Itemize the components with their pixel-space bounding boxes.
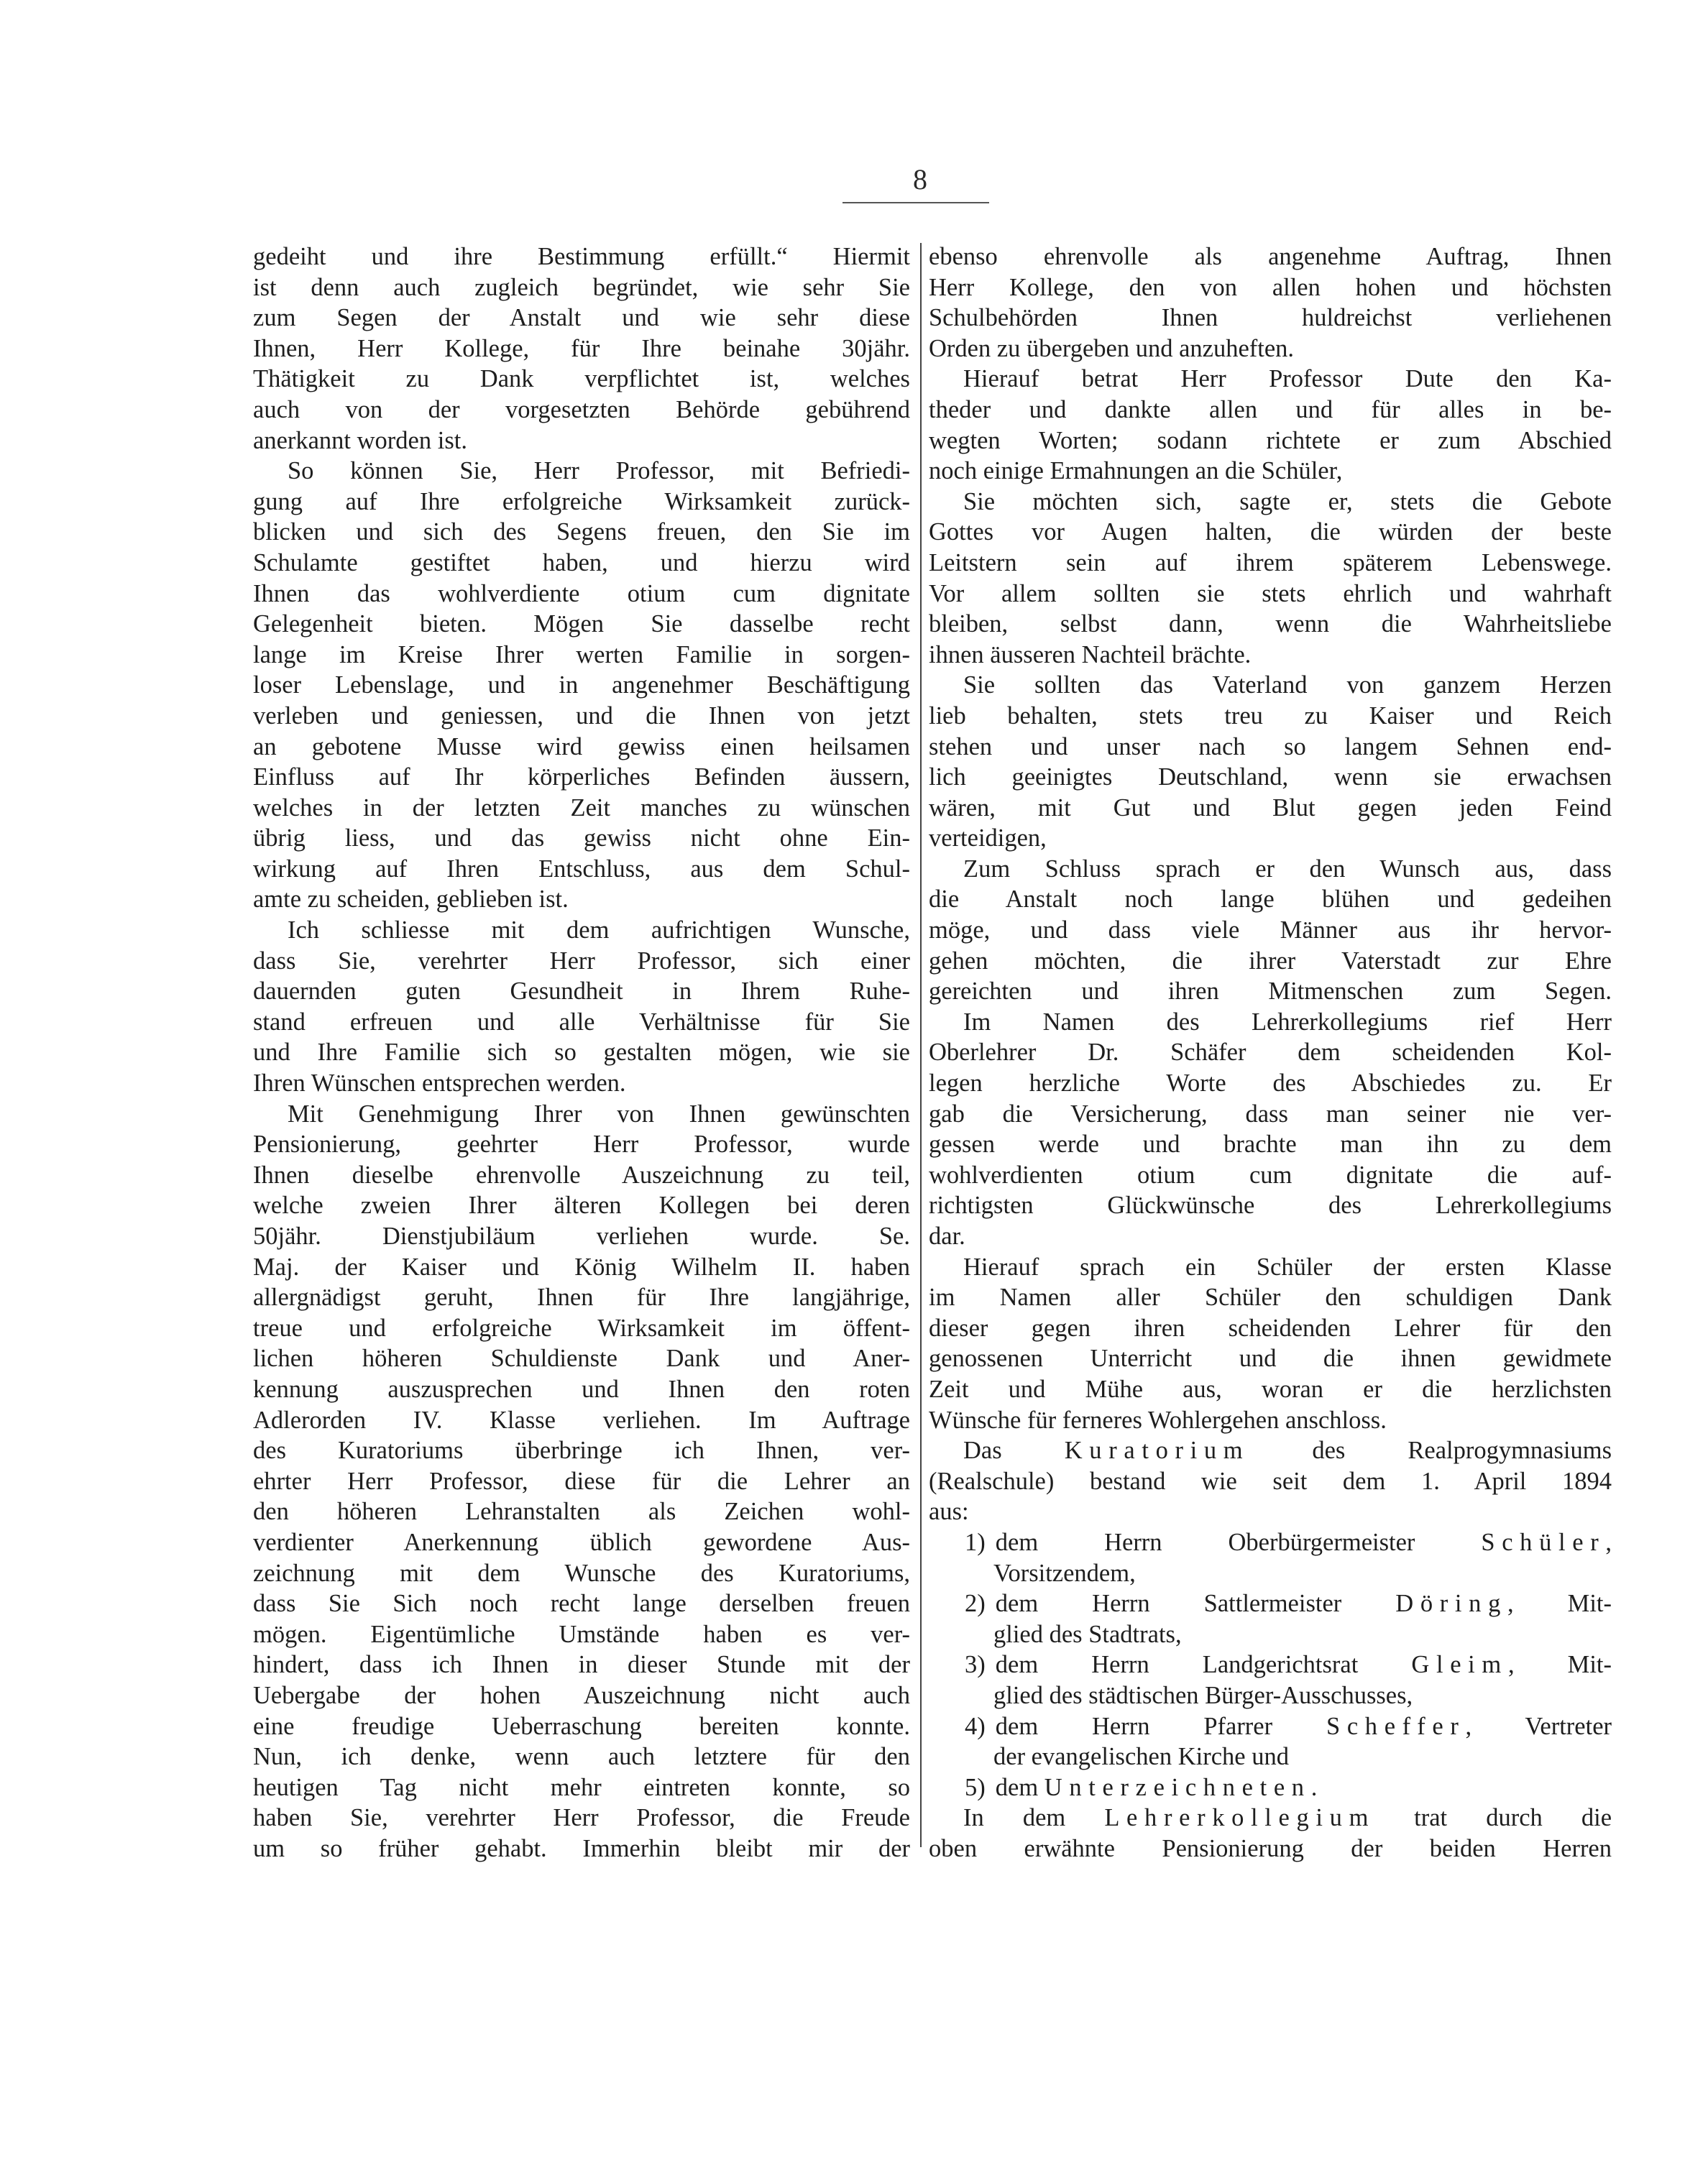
text-line: haben Sie, verehrter Herr Professor, die Freude xyxy=(253,1804,910,1832)
kuratorium-member-list xyxy=(929,1527,1612,1803)
text-line: Leitstern sein auf ihrem späterem Lebenswege. xyxy=(929,548,1612,576)
text-line: lange im Kreise Ihrer werten Familie in sorgen- xyxy=(253,640,910,668)
member-item xyxy=(929,1650,1612,1680)
text-line: Oberlehrer Dr. Schäfer dem scheidenden Kol- xyxy=(929,1039,1612,1067)
text-line: Herr Kollege, den von allen hohen und höchsten xyxy=(929,273,1612,301)
text-line: Thätigkeit zu Dank verpflichtet ist, welches xyxy=(253,365,910,393)
text-line: des Kuratoriums überbringe ich Ihnen, ver- xyxy=(253,1437,910,1465)
text-line: Maj. der Kaiser und König Wilhelm II. haben xyxy=(253,1253,910,1281)
member-item-continuation: glied des städtischen Bürger-Ausschusses, xyxy=(993,1681,1413,1709)
text-line: allergnädigst geruht, Ihnen für Ihre langjährige, xyxy=(253,1284,910,1312)
text-line: theder und dankte allen und für alles in be- xyxy=(929,395,1612,423)
text-span: dem xyxy=(995,1773,1044,1801)
text-line: genossenen Unterricht und die ihnen gewidmete xyxy=(929,1345,1612,1373)
text-span: dem Herrn Landgerichtsrat xyxy=(995,1651,1412,1679)
member-item-continuation: Vorsitzendem, xyxy=(993,1559,1136,1587)
text-line: lich geeinigtes Deutschland, wenn sie erwachsen xyxy=(929,763,1612,791)
text-line: Schulbehörden Ihnen huldreichst verliehenen xyxy=(929,304,1612,332)
text-line: gereichten und ihren Mitmenschen zum Segen. xyxy=(929,977,1612,1006)
text-line: Ihnen dieselbe ehrenvolle Auszeichnung zu teil, xyxy=(253,1161,910,1189)
member-number: 4) xyxy=(965,1712,986,1740)
text-line: Gottes vor Augen halten, die würden der beste xyxy=(929,518,1612,546)
left-column xyxy=(253,241,910,1864)
text-span: , Mit- xyxy=(1507,1651,1612,1679)
emphasized-term: Lehrerkollegium xyxy=(1104,1804,1376,1832)
member-number: 1) xyxy=(965,1528,986,1556)
page-number: 8 xyxy=(913,163,927,195)
text-line: Zum Schluss sprach er den Wunsch aus, dass xyxy=(963,855,1612,883)
column-divider xyxy=(920,243,922,1847)
text-line: gung auf Ihre erfolgreiche Wirksamkeit zurück- xyxy=(253,487,910,515)
text-span: , Vertreter xyxy=(1465,1712,1612,1740)
member-name: Unterzeichneten xyxy=(1044,1773,1311,1801)
text-line: welche zweien Ihrer älteren Kollegen bei deren xyxy=(253,1192,910,1220)
member-name: Scheffer xyxy=(1326,1712,1466,1740)
text-line: den höheren Lehranstalten als Zeichen wohl- xyxy=(253,1498,910,1526)
text-span: trat durch die xyxy=(1375,1804,1612,1832)
text-line: Ihren Wünschen entsprechen werden. xyxy=(253,1069,626,1098)
member-name: Döring xyxy=(1395,1590,1507,1618)
header-rule xyxy=(842,202,989,203)
text-span: , Mit- xyxy=(1507,1590,1612,1618)
text-line: blicken und sich des Segens freuen, den Sie im xyxy=(253,518,910,546)
text-line: Ich schliesse mit dem aufrichtigen Wunsche, xyxy=(288,916,910,944)
text-line: loser Lebenslage, und in angenehmer Beschäftigung xyxy=(253,671,910,699)
text-line: zeichnung mit dem Wunsche des Kuratoriums, xyxy=(253,1559,910,1587)
text-line: Wünsche für ferneres Wohlergehen anschloss. xyxy=(929,1406,1387,1434)
text-line: wären, mit Gut und Blut gegen jeden Feind xyxy=(929,793,1612,822)
text-line: wegten Worten; sodann richtete er zum Abschied xyxy=(929,426,1612,454)
text-line: die Anstalt noch lange blühen und gedeihen xyxy=(929,885,1612,914)
text-line: lichen höheren Schuldienste Dank und Aner- xyxy=(253,1345,910,1373)
text-line: Orden zu übergeben und anzuheften. xyxy=(929,334,1295,362)
kuratorium-line-2: (Realschule) bestand wie seit dem 1. April 1894 xyxy=(929,1467,1612,1495)
member-number: 2) xyxy=(965,1590,986,1618)
text-line: ist denn auch zugleich begründet, wie sehr Sie xyxy=(253,273,910,301)
member-name: Schüler xyxy=(1481,1528,1606,1556)
text-span: dem Herrn Pfarrer xyxy=(995,1712,1326,1740)
text-line: wohlverdienten otium cum dignitate die auf- xyxy=(929,1161,1612,1189)
text-line: verdienter Anerkennung üblich gewordene Aus- xyxy=(253,1528,910,1556)
text-line: stehen und unser nach so langem Sehnen end- xyxy=(929,732,1612,760)
text-line: Einfluss auf Ihr körperliches Befinden äussern, xyxy=(253,763,910,791)
text-line: Nun, ich denke, wenn auch letztere für den xyxy=(253,1743,910,1771)
text-line: So können Sie, Herr Professor, mit Befriedi- xyxy=(288,457,910,485)
text-line: Ihnen das wohlverdiente otium cum dignitate xyxy=(253,579,910,607)
member-number: 5) xyxy=(965,1773,986,1801)
member-item-continuation: der evangelischen Kirche und xyxy=(993,1743,1289,1771)
text-line: Gelegenheit bieten. Mögen Sie dasselbe recht xyxy=(253,610,910,638)
text-span: , xyxy=(1605,1528,1612,1556)
text-line: Hierauf betrat Herr Professor Dute den Ka- xyxy=(963,365,1612,393)
text-line: gehen möchten, die ihrer Vaterstadt zur Ehre xyxy=(929,947,1612,975)
text-line: Sie möchten sich, sagte er, stets die Gebote xyxy=(963,487,1612,515)
text-line: Schulamte gestiftet haben, und hierzu wird xyxy=(253,548,910,576)
text-line: Mit Genehmigung Ihrer von Ihnen gewünschten xyxy=(288,1100,910,1128)
text-line: dieser gegen ihren scheidenden Lehrer für den xyxy=(929,1314,1612,1342)
member-number: 3) xyxy=(965,1651,986,1679)
text-line: Adlerorden IV. Klasse verliehen. Im Auftrage xyxy=(253,1406,910,1434)
right-column-paragraphs xyxy=(929,241,1612,1435)
text-line: dar. xyxy=(929,1223,965,1250)
text-line: Im Namen des Lehrerkollegiums rief Herr xyxy=(963,1008,1612,1036)
text-line: gessen werde und brachte man ihn zu dem xyxy=(929,1131,1612,1159)
text-line: legen herzliche Worte des Abschiedes zu. Er xyxy=(929,1069,1612,1098)
text-line: an gebotene Musse wird gewiss einen heilsamen xyxy=(253,732,910,760)
text-line: ebenso ehrenvolle als angenehme Auftrag, Ihnen xyxy=(929,243,1612,270)
text-line: noch einige Ermahnungen an die Schüler, xyxy=(929,457,1343,485)
text-line: ihnen äusseren Nachteil brächte. xyxy=(929,640,1252,668)
closing-line-2: oben erwähnte Pensionierung der beiden Herren xyxy=(929,1834,1612,1862)
member-item xyxy=(929,1711,1612,1742)
text-line: übrig liess, und das gewiss nicht ohne Ein- xyxy=(253,824,910,852)
text-line: Ihnen, Herr Kollege, für Ihre beinahe 30jähr. xyxy=(253,334,910,362)
text-line: kennung auszusprechen und Ihnen den roten xyxy=(253,1375,910,1403)
member-item xyxy=(929,1588,1612,1619)
text-span: dem Herrn Oberbürgermeister xyxy=(995,1528,1482,1556)
emphasized-term: Kuratorium xyxy=(1064,1437,1250,1465)
text-line: eine freudige Ueberraschung bereiten konnte. xyxy=(253,1712,910,1740)
kuratorium-intro xyxy=(929,1435,1612,1466)
text-line: auch von der vorgesetzten Behörde gebührend xyxy=(253,395,910,423)
text-line: Vor allem sollten sie stets ehrlich und wahrhaft xyxy=(929,579,1612,607)
text-span: dem Herrn Sattlermeister xyxy=(995,1590,1396,1618)
text-line: richtigsten Glückwünsche des Lehrerkollegiums xyxy=(929,1192,1612,1220)
member-name: Gleim xyxy=(1411,1651,1508,1679)
text-line: verteidigen, xyxy=(929,824,1047,852)
text-line: Uebergabe der hohen Auszeichnung nicht auch xyxy=(253,1681,910,1709)
text-line: verleben und geniessen, und die Ihnen von jetzt xyxy=(253,701,910,730)
text-line: wirkung auf Ihren Entschluss, aus dem Schul- xyxy=(253,855,910,883)
text-line: im Namen aller Schüler den schuldigen Dank xyxy=(929,1284,1612,1312)
text-line: bleiben, selbst dann, wenn die Wahrheitsliebe xyxy=(929,610,1612,638)
text-line: heutigen Tag nicht mehr eintreten konnte, so xyxy=(253,1773,910,1801)
text-line: 50jähr. Dienstjubiläum verliehen wurde. Se. xyxy=(253,1223,910,1250)
closing-line-1 xyxy=(929,1803,1612,1834)
text-line: möge, und dass viele Männer aus ihr hervor- xyxy=(929,916,1612,944)
text-line: Sie sollten das Vaterland von ganzem Herzen xyxy=(963,671,1612,699)
text-line: stand erfreuen und alle Verhältnisse für Sie xyxy=(253,1008,910,1036)
text-line: treue und erfolgreiche Wirksamkeit im öffent- xyxy=(253,1314,910,1342)
member-item-continuation: glied des Stadtrats, xyxy=(993,1620,1182,1648)
text-line: ehrter Herr Professor, diese für die Lehrer an xyxy=(253,1467,910,1495)
kuratorium-line-3: aus: xyxy=(929,1498,969,1526)
text-line: mögen. Eigentümliche Umstände haben es ver- xyxy=(253,1620,910,1648)
text-line: um so früher gehabt. Immerhin bleibt mir der xyxy=(253,1834,910,1862)
text-line: lieb behalten, stets treu zu Kaiser und Reich xyxy=(929,701,1612,730)
text-span: . xyxy=(1310,1773,1318,1801)
member-item xyxy=(929,1527,1612,1558)
text-line: dass Sie, verehrter Herr Professor, sich einer xyxy=(253,947,910,975)
text-line: dass Sie Sich noch recht lange derselben freuen xyxy=(253,1590,910,1618)
text-line: und Ihre Familie sich so gestalten mögen, wie sie xyxy=(253,1039,910,1067)
text-span: des Realprogymnasiums xyxy=(1249,1437,1612,1465)
text-line: amte zu scheiden, geblieben ist. xyxy=(253,885,569,914)
text-line: Zeit und Mühe aus, woran er die herzlichsten xyxy=(929,1375,1612,1403)
text-line: gedeiht und ihre Bestimmung erfüllt.“ Hiermit xyxy=(253,243,910,270)
text-line: zum Segen der Anstalt und wie sehr diese xyxy=(253,304,910,332)
text-line: hindert, dass ich Ihnen in dieser Stunde mit der xyxy=(253,1651,910,1679)
text-line: Pensionierung, geehrter Herr Professor, wurde xyxy=(253,1131,910,1159)
member-item xyxy=(929,1772,1612,1803)
text-line: Hierauf sprach ein Schüler der ersten Klasse xyxy=(963,1253,1612,1281)
text-line: gab die Versicherung, dass man seiner nie ver- xyxy=(929,1100,1612,1128)
text-line: welches in der letzten Zeit manches zu wünschen xyxy=(253,793,910,822)
text-span: Das xyxy=(963,1437,1065,1465)
text-line: dauernden guten Gesundheit in Ihrem Ruhe- xyxy=(253,977,910,1006)
text-line: anerkannt worden ist. xyxy=(253,426,467,454)
text-span: In dem xyxy=(963,1804,1105,1832)
right-column xyxy=(929,241,1612,1864)
